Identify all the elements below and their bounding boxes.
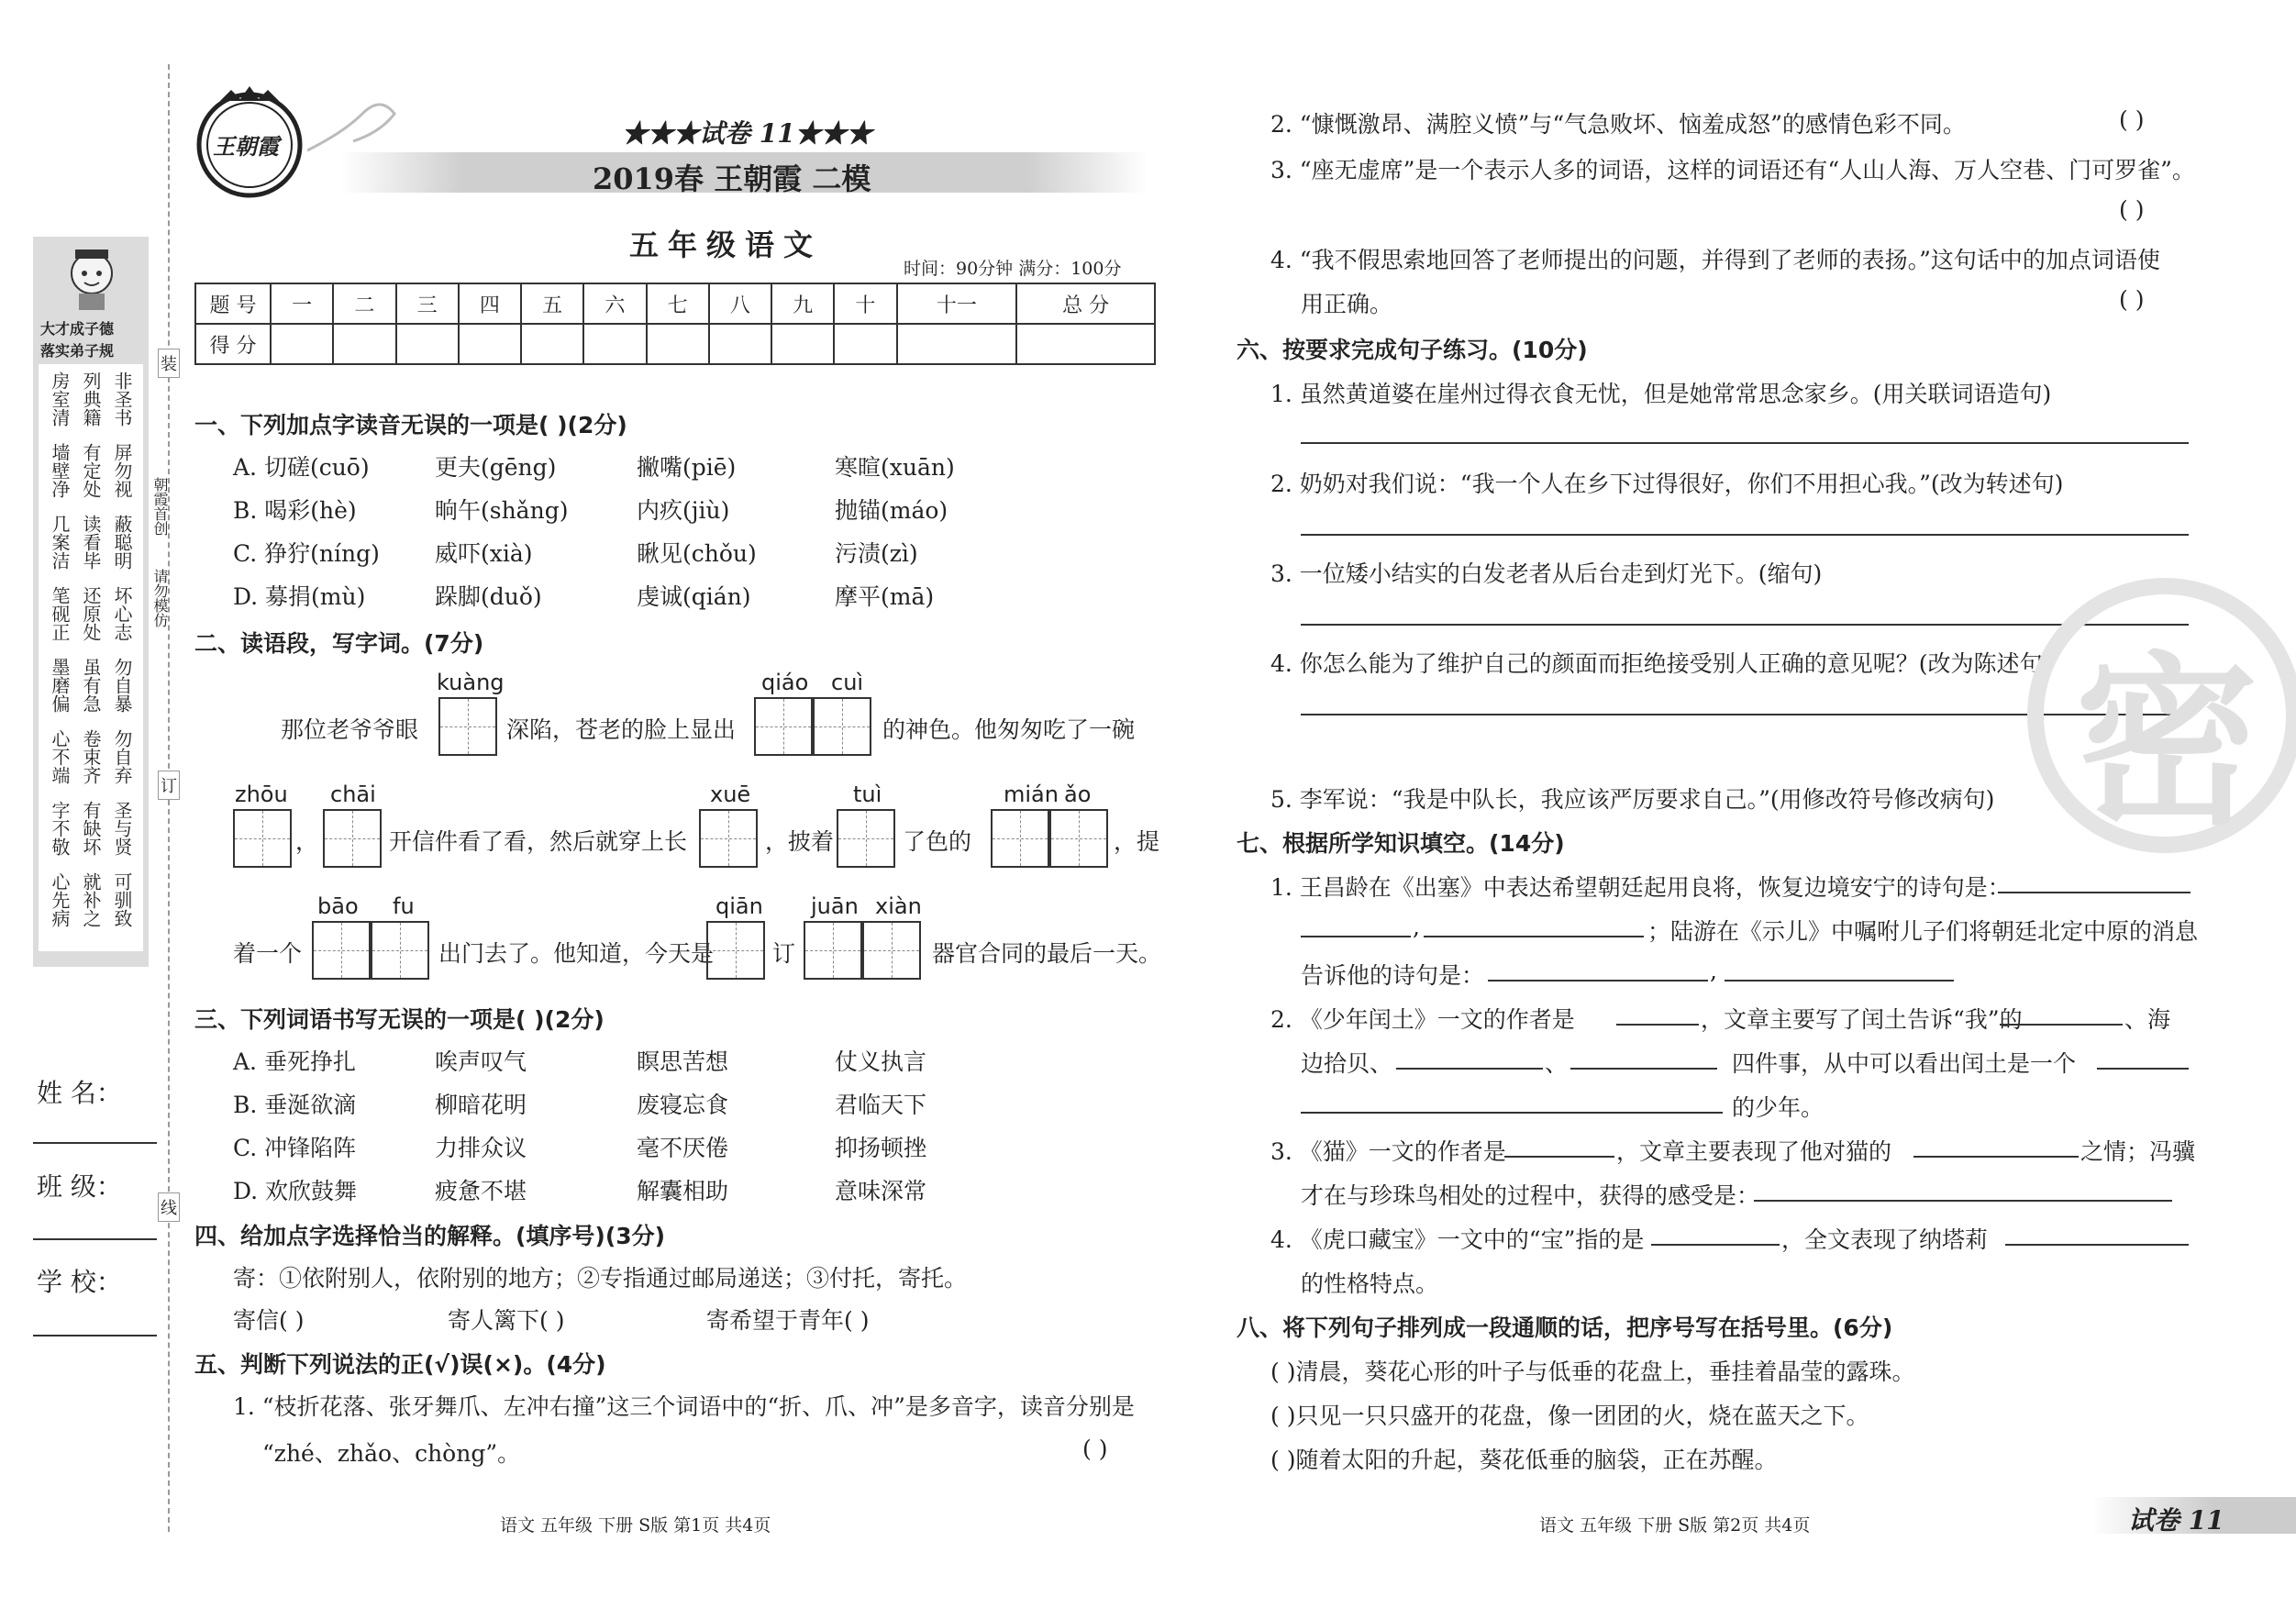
motto-col: 非圣书 bbox=[111, 372, 133, 427]
q6-item-1: 1. 虽然黄道婆在崖州过得衣食无忧，但是她常常思念家乡。(用关联词语造句) bbox=[1270, 381, 2052, 407]
score-header-4: 四 bbox=[459, 283, 521, 324]
q1-option: 污渍(zì) bbox=[835, 540, 918, 567]
motto-col: 屏勿视 bbox=[111, 443, 133, 498]
q7-comma-2: , bbox=[1710, 958, 1717, 984]
q6-answer-3[interactable] bbox=[1301, 624, 2189, 626]
q3-option: 废寝忘食 bbox=[637, 1092, 729, 1118]
q6-item-5: 5. 李军说：“我是中队长，我应该严厉要求自己。”(用修改符号修改病句) bbox=[1270, 786, 1995, 813]
q1-option: 威吓(xià) bbox=[435, 540, 533, 567]
score-header-12: 总 分 bbox=[1016, 283, 1155, 324]
q2-text: 深陷，苍老的脸上显出 bbox=[506, 716, 737, 743]
tianzige-box[interactable] bbox=[1049, 809, 1108, 868]
q4-item-1[interactable]: 寄信( ) bbox=[233, 1307, 305, 1334]
motto-col: 可驯致 bbox=[111, 872, 133, 927]
corner-paper-no: 试卷 11 bbox=[2128, 1505, 2224, 1536]
q2-text: 订 bbox=[772, 940, 796, 967]
q7-blank-5[interactable] bbox=[1725, 980, 1954, 981]
tianzige-box[interactable] bbox=[323, 809, 382, 868]
tianzige-box[interactable] bbox=[862, 921, 921, 980]
q7-dun: 、 bbox=[1545, 1050, 1569, 1077]
q3-option: B. 垂涎欲滴 bbox=[233, 1092, 357, 1118]
q5-bracket-4[interactable]: ( ) bbox=[2119, 286, 2145, 313]
motto-col: 蔽聪明 bbox=[111, 515, 133, 570]
score-table bbox=[194, 283, 1156, 365]
q3-title: 三、下列词语书写无误的一项是( )(2分) bbox=[194, 1006, 605, 1033]
q1-option: 抛锚(máo) bbox=[835, 497, 948, 524]
pinyin-label: mián bbox=[1004, 782, 1059, 807]
q2-text: 着一个 bbox=[233, 940, 303, 967]
motto-col: 勿自弃 bbox=[111, 729, 133, 784]
q1-option: C. 狰狞(níng) bbox=[233, 540, 380, 567]
motto-col: 坏心志 bbox=[111, 586, 133, 641]
q5-item-1b: “zhé、zhǎo、chòng”。 bbox=[262, 1440, 521, 1467]
q5-bracket-3[interactable]: ( ) bbox=[2119, 196, 2145, 223]
q1-option: 跺脚(duǒ) bbox=[435, 583, 542, 610]
tianzige-box[interactable] bbox=[438, 697, 497, 756]
score-cell-6[interactable] bbox=[583, 324, 646, 364]
q6-title: 六、按要求完成句子练习。(10分) bbox=[1237, 337, 1588, 363]
footer-left: 语文 五年级 下册 S版 第1页 共4页 bbox=[500, 1515, 771, 1536]
score-header-10: 十 bbox=[834, 283, 896, 324]
q1-option: 更夫(gēng) bbox=[435, 454, 557, 481]
q7-comma: , bbox=[1413, 914, 1420, 940]
motto-col: 卷束齐 bbox=[80, 729, 102, 784]
q1-option: B. 喝彩(hè) bbox=[233, 497, 357, 524]
paper-number: ★★★试卷 11★★★ bbox=[622, 118, 872, 149]
q3-option: C. 冲锋陷阵 bbox=[233, 1135, 357, 1161]
q3-option: 唉声叹气 bbox=[435, 1048, 527, 1075]
q2-title: 二、读语段，写字词。(7分) bbox=[194, 630, 484, 657]
q7-line-11: ，文章主要表现了他对猫的 bbox=[1616, 1138, 1892, 1165]
q7-blank-11[interactable] bbox=[1301, 1112, 1723, 1114]
score-cell-7[interactable] bbox=[647, 324, 709, 364]
exam-title: 2019春 王朝霞 二模 bbox=[593, 161, 871, 196]
q7-blank-14[interactable] bbox=[1754, 1200, 2172, 1202]
tianzige-box[interactable] bbox=[991, 809, 1049, 868]
pinyin-label: xuē bbox=[710, 782, 751, 807]
motto-col: 有定处 bbox=[80, 443, 102, 498]
q5-title: 五、判断下列说法的正(√)误(×)。(4分) bbox=[194, 1351, 606, 1378]
q7-line-2: ；陆游在《示儿》中嘱咐儿子们将朝廷北定中原的消息 bbox=[1647, 918, 2199, 945]
q2-text: ，披着 bbox=[765, 828, 835, 855]
q3-option: 瞑思苦想 bbox=[637, 1048, 729, 1075]
tianzige-box[interactable] bbox=[837, 809, 895, 868]
pinyin-label: chāi bbox=[330, 782, 376, 807]
q7-blank-4[interactable] bbox=[1488, 980, 1708, 981]
q2-text: 了色的 bbox=[903, 828, 972, 855]
q7-blank-9[interactable] bbox=[1570, 1068, 1717, 1070]
score-cell-8[interactable] bbox=[709, 324, 771, 364]
bind-mark-3: 线 bbox=[158, 1192, 180, 1222]
q6-answer-1[interactable] bbox=[1301, 442, 2189, 444]
motto-col: 字不敬 bbox=[49, 801, 71, 856]
score-cell-12[interactable] bbox=[1016, 324, 1155, 364]
q6-item-3: 3. 一位矮小结实的白发老者从后台走到灯光下。(缩句) bbox=[1270, 560, 1823, 587]
q5-item-3: 3. “座无虚席”是一个表示人多的词语，这样的词语还有“人山人海、万人空巷、门可罗雀”。 bbox=[1270, 157, 2195, 183]
q6-item-4: 4. 你怎么能为了维护自己的颜面而拒绝接受别人正确的意见呢？(改为陈述句) bbox=[1270, 650, 2052, 677]
score-cell-2[interactable] bbox=[333, 324, 395, 364]
q3-option: 君临天下 bbox=[835, 1092, 927, 1118]
copyright-note-2: 请勿模仿 bbox=[151, 569, 169, 627]
motto-col: 列典籍 bbox=[80, 372, 102, 427]
name-label: 姓 名： bbox=[37, 1078, 122, 1108]
pinyin-label: qiān bbox=[715, 893, 763, 919]
q3-option: 抑扬顿挫 bbox=[835, 1135, 927, 1161]
bind-mark-1: 装 bbox=[158, 349, 180, 378]
score-cell-5[interactable] bbox=[521, 324, 583, 364]
pinyin-label: xiàn bbox=[875, 893, 922, 919]
q2-text: 器官合同的最后一天。 bbox=[932, 940, 1162, 967]
q7-line-13: 才在与珍珠鸟相处的过程中，获得的感受是： bbox=[1301, 1182, 1760, 1209]
q3-option: 疲惫不堪 bbox=[435, 1178, 527, 1204]
tianzige-box[interactable] bbox=[706, 921, 765, 980]
q3-option: 意味深常 bbox=[835, 1178, 927, 1204]
tianzige-box[interactable] bbox=[371, 921, 429, 980]
q4-item-2[interactable]: 寄人篱下( ) bbox=[448, 1307, 565, 1334]
q1-option: 虔诚(qián) bbox=[637, 583, 751, 610]
q7-blank-16[interactable] bbox=[2005, 1244, 2189, 1246]
motto-col: 还原处 bbox=[80, 586, 102, 641]
q2-text: 开信件看了看，然后就穿上长 bbox=[389, 828, 688, 855]
score-header-7: 七 bbox=[647, 283, 709, 324]
score-header-11: 十一 bbox=[897, 283, 1017, 324]
q2-text: 那位老爷爷眼 bbox=[281, 716, 419, 743]
q1-option: D. 募捐(mù) bbox=[233, 583, 366, 610]
motto-col: 墨磨偏 bbox=[49, 658, 71, 713]
copyright-note-1: 朝霞首创 bbox=[151, 477, 169, 536]
motto-col: 圣与贤 bbox=[111, 801, 133, 856]
subject-title: 五年级语文 bbox=[629, 227, 823, 262]
motto-col: 笔砚正 bbox=[49, 586, 71, 641]
tianzige-box[interactable] bbox=[699, 809, 758, 868]
motto-col: 有缺坏 bbox=[80, 801, 102, 856]
school-label: 学 校： bbox=[37, 1267, 122, 1297]
q8-title: 八、将下列句子排列成一段通顺的话，把序号写在括号里。(6分) bbox=[1237, 1314, 1893, 1341]
pinyin-label: bāo bbox=[317, 893, 359, 919]
q7-line-10: 3. 《猫》一文的作者是 bbox=[1270, 1138, 1506, 1165]
q5-item-4a: 4. “我不假思索地回答了老师提出的问题，并得到了老师的表扬。”这句话中的加点词语使 bbox=[1270, 247, 2160, 273]
q5-bracket-1[interactable]: ( ) bbox=[1082, 1436, 1108, 1462]
q7-title: 七、根据所学知识填空。(14分) bbox=[1237, 830, 1565, 857]
school-field[interactable] bbox=[33, 1335, 157, 1336]
motto-col: 读看毕 bbox=[80, 515, 102, 570]
score-header-1: 一 bbox=[271, 283, 333, 324]
q7-blank-8[interactable] bbox=[1396, 1068, 1543, 1070]
q2-text: ，提 bbox=[1114, 828, 1160, 855]
motto-col: 心不端 bbox=[49, 729, 71, 784]
logo-text: 王朝霞 bbox=[213, 133, 279, 160]
q4-item-3[interactable]: 寄希望于青年( ) bbox=[706, 1307, 870, 1334]
q5-item-1a: 1. “枝折花落、张牙舞爪、左冲右撞”这三个词语中的“折、爪、冲”是多音字，读音分别是 bbox=[233, 1393, 1135, 1420]
tianzige-box[interactable] bbox=[312, 921, 371, 980]
score-row-label: 得 分 bbox=[195, 324, 271, 364]
q8-item-1[interactable]: ( )清晨，葵花心形的叶子与低垂的花盘上，垂挂着晶莹的露珠。 bbox=[1270, 1359, 1915, 1385]
score-header-5: 五 bbox=[521, 283, 583, 324]
class-field[interactable] bbox=[33, 1238, 157, 1240]
tianzige-box[interactable] bbox=[804, 921, 862, 980]
q3-option: D. 欢欣鼓舞 bbox=[233, 1178, 358, 1204]
q5-item-4b: 用正确。 bbox=[1301, 291, 1393, 317]
q7-line-7: 边拾贝、 bbox=[1301, 1050, 1393, 1077]
motto-col: 房室清 bbox=[49, 372, 71, 427]
motto-col: 几案洁 bbox=[49, 515, 71, 570]
name-field[interactable] bbox=[33, 1142, 157, 1144]
q7-blank-3[interactable] bbox=[1424, 936, 1644, 937]
pinyin-label: ǎo bbox=[1064, 782, 1092, 807]
q7-line-4: 2. 《少年闰土》一文的作者是 bbox=[1270, 1006, 1575, 1033]
bind-mark-2: 订 bbox=[158, 771, 180, 800]
score-header-3: 三 bbox=[396, 283, 459, 324]
score-header-8: 八 bbox=[709, 283, 771, 324]
mascot-caption-1: 大才成子德 bbox=[40, 320, 115, 338]
pinyin-label: kuàng bbox=[437, 670, 505, 695]
q1-option: 摩平(mā) bbox=[835, 583, 935, 610]
motto-col: 心先病 bbox=[49, 872, 71, 927]
q5-bracket-2[interactable]: ( ) bbox=[2119, 106, 2145, 133]
q1-option: 晌午(shǎng) bbox=[435, 497, 569, 524]
motto-panel bbox=[39, 364, 143, 951]
time-score: 时间：90分钟 满分：100分 bbox=[904, 259, 1122, 279]
q2-text: 的神色。他匆匆吃了一碗 bbox=[882, 716, 1136, 743]
score-cell-4[interactable] bbox=[459, 324, 521, 364]
q7-blank-7[interactable] bbox=[2000, 1024, 2123, 1026]
q3-option: 仗义执言 bbox=[835, 1048, 927, 1075]
pinyin-label: juān bbox=[811, 893, 859, 919]
q7-line-14: 4. 《虎口藏宝》一文中的“宝”指的是 bbox=[1270, 1226, 1645, 1253]
q3-option: 力排众议 bbox=[435, 1135, 527, 1161]
class-label: 班 级： bbox=[37, 1171, 122, 1202]
q7-blank-1[interactable] bbox=[1998, 892, 2191, 893]
q1-option: 内疚(jiù) bbox=[637, 497, 730, 524]
q7-blank-15[interactable] bbox=[1651, 1244, 1780, 1246]
q7-line-15: ，全文表现了纳塔莉 bbox=[1781, 1226, 1989, 1253]
q3-option: 毫不厌倦 bbox=[637, 1135, 729, 1161]
q7-blank-12[interactable] bbox=[1504, 1156, 1614, 1158]
q7-line-5: ，文章主要写了闰土告诉“我”的 bbox=[1701, 1006, 2023, 1033]
q6-item-2: 2. 奶奶对我们说：“我一个人在乡下过得很好，你们不用担心我。”(改为转述句) bbox=[1270, 471, 2064, 497]
pinyin-label: cuì bbox=[831, 670, 864, 695]
q6-answer-2[interactable] bbox=[1301, 534, 2189, 536]
score-cell-9[interactable] bbox=[771, 324, 834, 364]
q3-option: 解囊相助 bbox=[637, 1178, 729, 1204]
tianzige-box[interactable] bbox=[233, 809, 292, 868]
q8-item-3[interactable]: ( )随着太阳的升起，葵花低垂的脑袋，正在苏醒。 bbox=[1270, 1447, 1778, 1473]
tianzige-box[interactable] bbox=[754, 697, 813, 756]
q7-line-9: 的少年。 bbox=[1732, 1094, 1825, 1121]
score-cell-3[interactable] bbox=[396, 324, 459, 364]
score-cell-10[interactable] bbox=[834, 324, 896, 364]
q2-text: ， bbox=[295, 828, 319, 855]
q7-blank-6[interactable] bbox=[1616, 1024, 1699, 1026]
q4-title: 四、给加点字选择恰当的解释。(填序号)(3分) bbox=[194, 1223, 666, 1249]
mascot-icon bbox=[55, 246, 128, 312]
q7-line-12: 之情；冯骥 bbox=[2080, 1138, 2196, 1165]
score-header-0: 题 号 bbox=[195, 283, 271, 324]
q7-blank-2[interactable] bbox=[1301, 936, 1411, 937]
pinyin-label: zhōu bbox=[235, 782, 288, 807]
pinyin-label: tuì bbox=[853, 782, 882, 807]
score-header-2: 二 bbox=[333, 283, 395, 324]
motto-col: 虽有急 bbox=[80, 658, 102, 713]
score-cell-1[interactable] bbox=[271, 324, 333, 364]
q1-option: 瞅见(chǒu) bbox=[637, 540, 757, 567]
q7-line-6: 、海 bbox=[2124, 1006, 2171, 1033]
q1-title: 一、下列加点字读音无误的一项是( )(2分) bbox=[194, 412, 627, 438]
pinyin-label: fu bbox=[393, 893, 415, 919]
q3-option: A. 垂死挣扎 bbox=[233, 1048, 356, 1075]
q3-option: 柳暗花明 bbox=[435, 1092, 527, 1118]
q5-item-2: 2. “慷慨激昂、满腔义愤”与“气急败坏、恼羞成怒”的感情色彩不同。 bbox=[1270, 111, 1966, 138]
motto-col: 墙壁净 bbox=[49, 443, 71, 498]
q1-option: A. 切磋(cuō) bbox=[233, 454, 370, 481]
q7-line-1: 1. 王昌龄在《出塞》中表达希望朝廷起用良将，恢复边境安宁的诗句是： bbox=[1270, 874, 2011, 901]
pinyin-label: qiáo bbox=[761, 670, 809, 695]
score-header-6: 六 bbox=[583, 283, 646, 324]
motto-col: 勿自暴 bbox=[111, 658, 133, 713]
score-cell-11[interactable] bbox=[897, 324, 1017, 364]
q7-blank-13[interactable] bbox=[1913, 1156, 2079, 1158]
q8-item-2[interactable]: ( )只见一只只盛开的花盘，像一团团的火，烧在蓝天之下。 bbox=[1270, 1403, 1869, 1429]
tianzige-box[interactable] bbox=[813, 697, 871, 756]
q2-text: 出门去了。他知道，今天是 bbox=[438, 940, 715, 967]
mascot-caption-2: 落实弟子规 bbox=[40, 342, 115, 360]
score-header-9: 九 bbox=[771, 283, 834, 324]
q7-line-8: 四件事，从中可以看出闰土是一个 bbox=[1732, 1050, 2077, 1077]
q7-line-16: 的性格特点。 bbox=[1301, 1270, 1439, 1297]
stamp-char: 密 bbox=[2075, 637, 2259, 850]
q7-line-3: 告诉他的诗句是： bbox=[1301, 962, 1485, 989]
q4-definition: 寄：①依附别人，依附别的地方；②专指通过邮局递送；③付托，寄托。 bbox=[233, 1265, 968, 1292]
footer-right: 语文 五年级 下册 S版 第2页 共4页 bbox=[1539, 1515, 1811, 1536]
q1-option: 寒暄(xuān) bbox=[835, 454, 955, 481]
motto-col: 就补之 bbox=[80, 872, 102, 927]
q7-blank-10[interactable] bbox=[2097, 1068, 2189, 1070]
q1-option: 撇嘴(piē) bbox=[637, 454, 737, 481]
